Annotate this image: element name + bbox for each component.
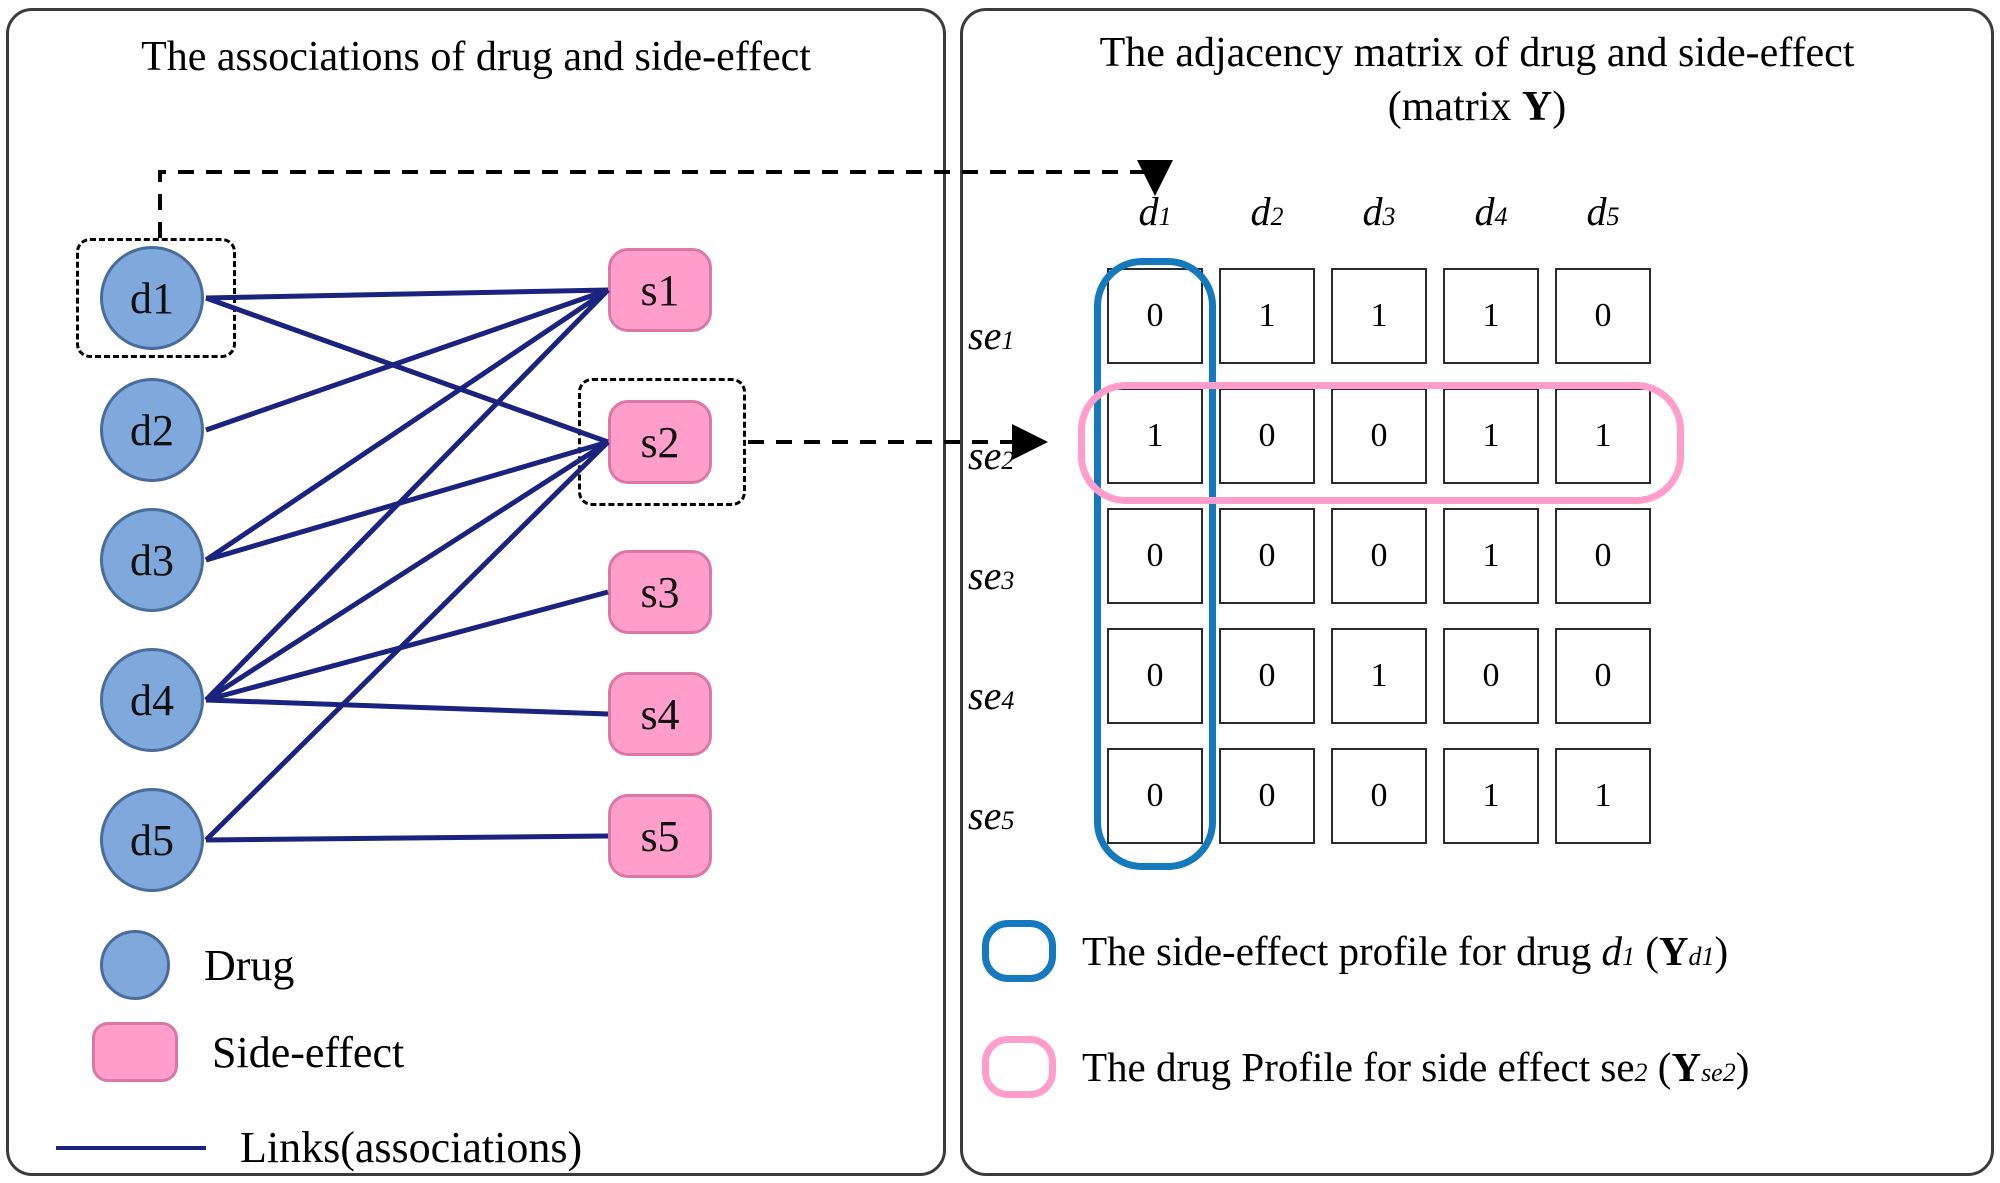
legend-links-label: Links(associations): [240, 1123, 583, 1172]
drug-node-d1[interactable]: [100, 246, 204, 350]
drug-node-d3-label: d3: [130, 535, 174, 585]
matrix-legend-drug-profile-label: The side-effect profile for drug d1 (Yd1): [1082, 928, 1729, 974]
legend-drug-label: Drug: [204, 940, 295, 990]
side-effect-node-s4[interactable]: [608, 672, 712, 756]
drug-node-d1-label: d1: [130, 273, 174, 323]
matrix-row-header-se3: se3: [968, 553, 1015, 598]
matrix-cell[interactable]: 0: [1107, 268, 1203, 364]
side-effect-node-s5[interactable]: [608, 794, 712, 878]
side-effect-node-s1[interactable]: [608, 248, 712, 332]
matrix-legend-side-effect-profile-label: The drug Profile for side effect se2 (Yse2): [1082, 1044, 1750, 1090]
matrix-row-header-se5: se5: [968, 793, 1015, 838]
drug-node-d3[interactable]: [100, 508, 204, 612]
pink-rounded-outline-icon: [982, 1036, 1056, 1098]
matrix-cell[interactable]: 0: [1443, 628, 1539, 724]
matrix-cell[interactable]: 1: [1107, 388, 1203, 484]
drug-node-d4-label: d4: [130, 675, 174, 725]
side-effect-node-s3-label: s3: [640, 567, 680, 617]
matrix-row-header-se1: se1: [968, 313, 1015, 358]
side-effect-node-s2-label: s2: [640, 417, 680, 467]
side-effect-node-s4-label: s4: [640, 689, 680, 739]
matrix-legend-side-effect-profile: [982, 1036, 1749, 1098]
matrix-cell[interactable]: 0: [1107, 748, 1203, 844]
side-effect-rect-swatch-icon: [92, 1022, 178, 1082]
matrix-col-header-d4: d4: [1474, 189, 1508, 234]
matrix-cell[interactable]: 0: [1555, 508, 1651, 604]
right-panel-title: [963, 27, 1991, 135]
drug-node-d4[interactable]: [100, 648, 204, 752]
matrix-cell[interactable]: 0: [1331, 748, 1427, 844]
side-effect-node-s3[interactable]: [608, 550, 712, 634]
matrix-cell[interactable]: 0: [1219, 388, 1315, 484]
side-effect-node-s1-label: s1: [640, 265, 680, 315]
matrix-cell[interactable]: 0: [1331, 388, 1427, 484]
drug-node-d5[interactable]: [100, 788, 204, 892]
matrix-legend-drug-profile: [982, 920, 1728, 982]
matrix-cell[interactable]: 0: [1107, 628, 1203, 724]
legend-links: [56, 1122, 582, 1173]
matrix-cell[interactable]: 1: [1443, 748, 1539, 844]
matrix-cell[interactable]: 0: [1555, 628, 1651, 724]
matrix-col-header-d5: d5: [1586, 189, 1620, 234]
side-effect-node-s5-label: s5: [640, 811, 680, 861]
matrix-cell[interactable]: 1: [1331, 268, 1427, 364]
blue-rounded-outline-icon: [982, 920, 1056, 982]
matrix-cell[interactable]: 0: [1555, 268, 1651, 364]
matrix-cell[interactable]: 1: [1443, 508, 1539, 604]
drug-node-d2[interactable]: [100, 378, 204, 482]
left-panel-title: The associations of drug and side-effect: [141, 34, 811, 80]
matrix-cell[interactable]: 1: [1443, 268, 1539, 364]
right-panel-title-line2: (matrix Y): [1387, 83, 1567, 130]
matrix-cell[interactable]: 1: [1331, 628, 1427, 724]
drug-circle-swatch-icon: [100, 930, 170, 1000]
matrix-cell[interactable]: 0: [1219, 628, 1315, 724]
matrix-cell[interactable]: 1: [1555, 388, 1651, 484]
matrix-row-header-se2: se2: [968, 433, 1015, 478]
legend-side-effect: [92, 1022, 404, 1082]
legend-side-effect-label: Side-effect: [212, 1027, 405, 1077]
right-panel-title-line1: The adjacency matrix of drug and side-effect: [1099, 30, 1855, 76]
matrix-row-header-se4: se4: [968, 673, 1015, 718]
side-effect-node-s2[interactable]: [608, 400, 712, 484]
drug-node-d5-label: d5: [130, 815, 174, 865]
legend-drug: [100, 930, 294, 1000]
matrix-col-header-d2: d2: [1250, 189, 1284, 234]
matrix-col-header-d1: d1: [1138, 189, 1172, 234]
matrix-cell[interactable]: 0: [1331, 508, 1427, 604]
matrix-cell[interactable]: 0: [1219, 508, 1315, 604]
matrix-cell[interactable]: 0: [1107, 508, 1203, 604]
matrix-cell[interactable]: 1: [1443, 388, 1539, 484]
matrix-cell[interactable]: 1: [1555, 748, 1651, 844]
matrix-cell[interactable]: 1: [1219, 268, 1315, 364]
matrix-col-header-d3: d3: [1362, 189, 1396, 234]
link-line-swatch-icon: [56, 1146, 206, 1150]
drug-node-d2-label: d2: [130, 405, 174, 455]
matrix-cell[interactable]: 0: [1219, 748, 1315, 844]
